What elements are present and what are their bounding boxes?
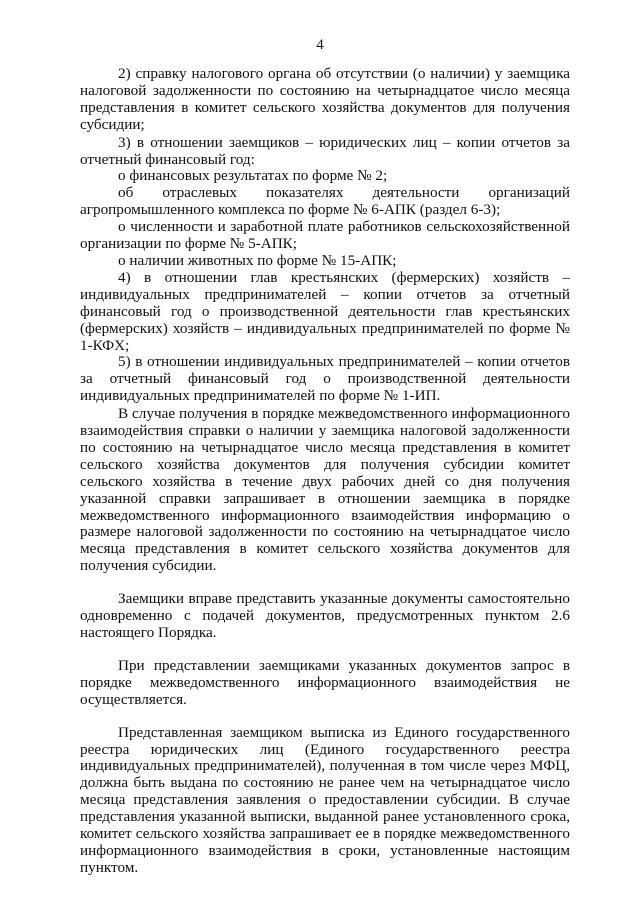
paragraph-registry-extract: Представленная заемщиком выписка из Единого государственного реестра юридических лиц (Единого государственного реестра индивидуальных предпринимателей), полученная в том числе через МФЦ, должна быть выдана по состоянию не ранее чем на четырнадцатое число месяца представления заявления о предоставлении субсидии. В случае представления указанной выписки, выданной ранее установленного срока, комитет сельского хозяйства запрашивает ее в порядке межведомственного информационного взаимодействия в сроки, установленные настоящим пунктом. xyxy=(80,723,570,876)
paragraph-borrowers-right: Заемщики вправе представить указанные документы самостоятельно одновременно с подачей документов, предусмотренных пунктом 2.6 настоящего Порядка. xyxy=(80,590,570,641)
document-body xyxy=(80,66,570,877)
paragraph-interagency-request: В случае получения в порядке межведомственного информационного взаимодействия справки о наличии у заемщика налоговой задолженности по состоянию на четырнадцатое число месяца представления в комитет сельского хозяйства документов для получения субсидии комитет сельского хозяйства в течение двух рабочих дней со дня получения указанной справки запрашивает в отношении заемщика в порядке межведомственного информационного взаимодействия информацию о размере налоговой задолженности по состоянию на четырнадцатое число месяца представления в комитет сельского хозяйства документов для получения субсидии. xyxy=(80,405,570,575)
paragraph-form-2: о финансовых результатах по форме № 2; xyxy=(118,167,388,185)
paragraph-form-6-apk: об отраслевых показателях деятельности организаций агропромышленного комплекса по форме № 6-АПК (раздел 6-3); xyxy=(80,184,570,219)
paragraph-item-5: 5) в отношении индивидуальных предпринимателей – копии отчетов за отчетный финансовый год о производственной деятельности индивидуальных предпринимателей по форме № 1-ИП. xyxy=(80,353,570,405)
paragraph-item-4: 4) в отношении глав крестьянских (фермерских) хозяйств – индивидуальных предпринимателей – копии отчетов за отчетный финансовый год о производственной деятельности глав крестьянских (фермерских) хозяйств – индивидуальных предпринимателей по форме № 1-КФХ; xyxy=(80,268,570,354)
paragraph-item-2: 2) справку налогового органа об отсутствии (о наличии) у заемщика налоговой задолженности по состоянию на четырнадцатое число месяца представления в комитет сельского хозяйства документов для получения субсидии; xyxy=(80,65,570,133)
paragraph-form-5-apk: о численности и заработной плате работников сельскохозяйственной организации по форме № 5-АПК; xyxy=(80,218,570,253)
paragraph-form-15-apk: о наличии животных по форме № 15-АПК; xyxy=(118,251,397,269)
paragraph-no-request: При представлении заемщиками указанных документов запрос в порядке межведомственного информационного взаимодействия не осуществляется. xyxy=(80,656,570,708)
page-number: 4 xyxy=(316,37,324,53)
paragraph-item-3: 3) в отношении заемщиков – юридических лиц – копии отчетов за отчетный финансовый год: xyxy=(80,133,570,168)
